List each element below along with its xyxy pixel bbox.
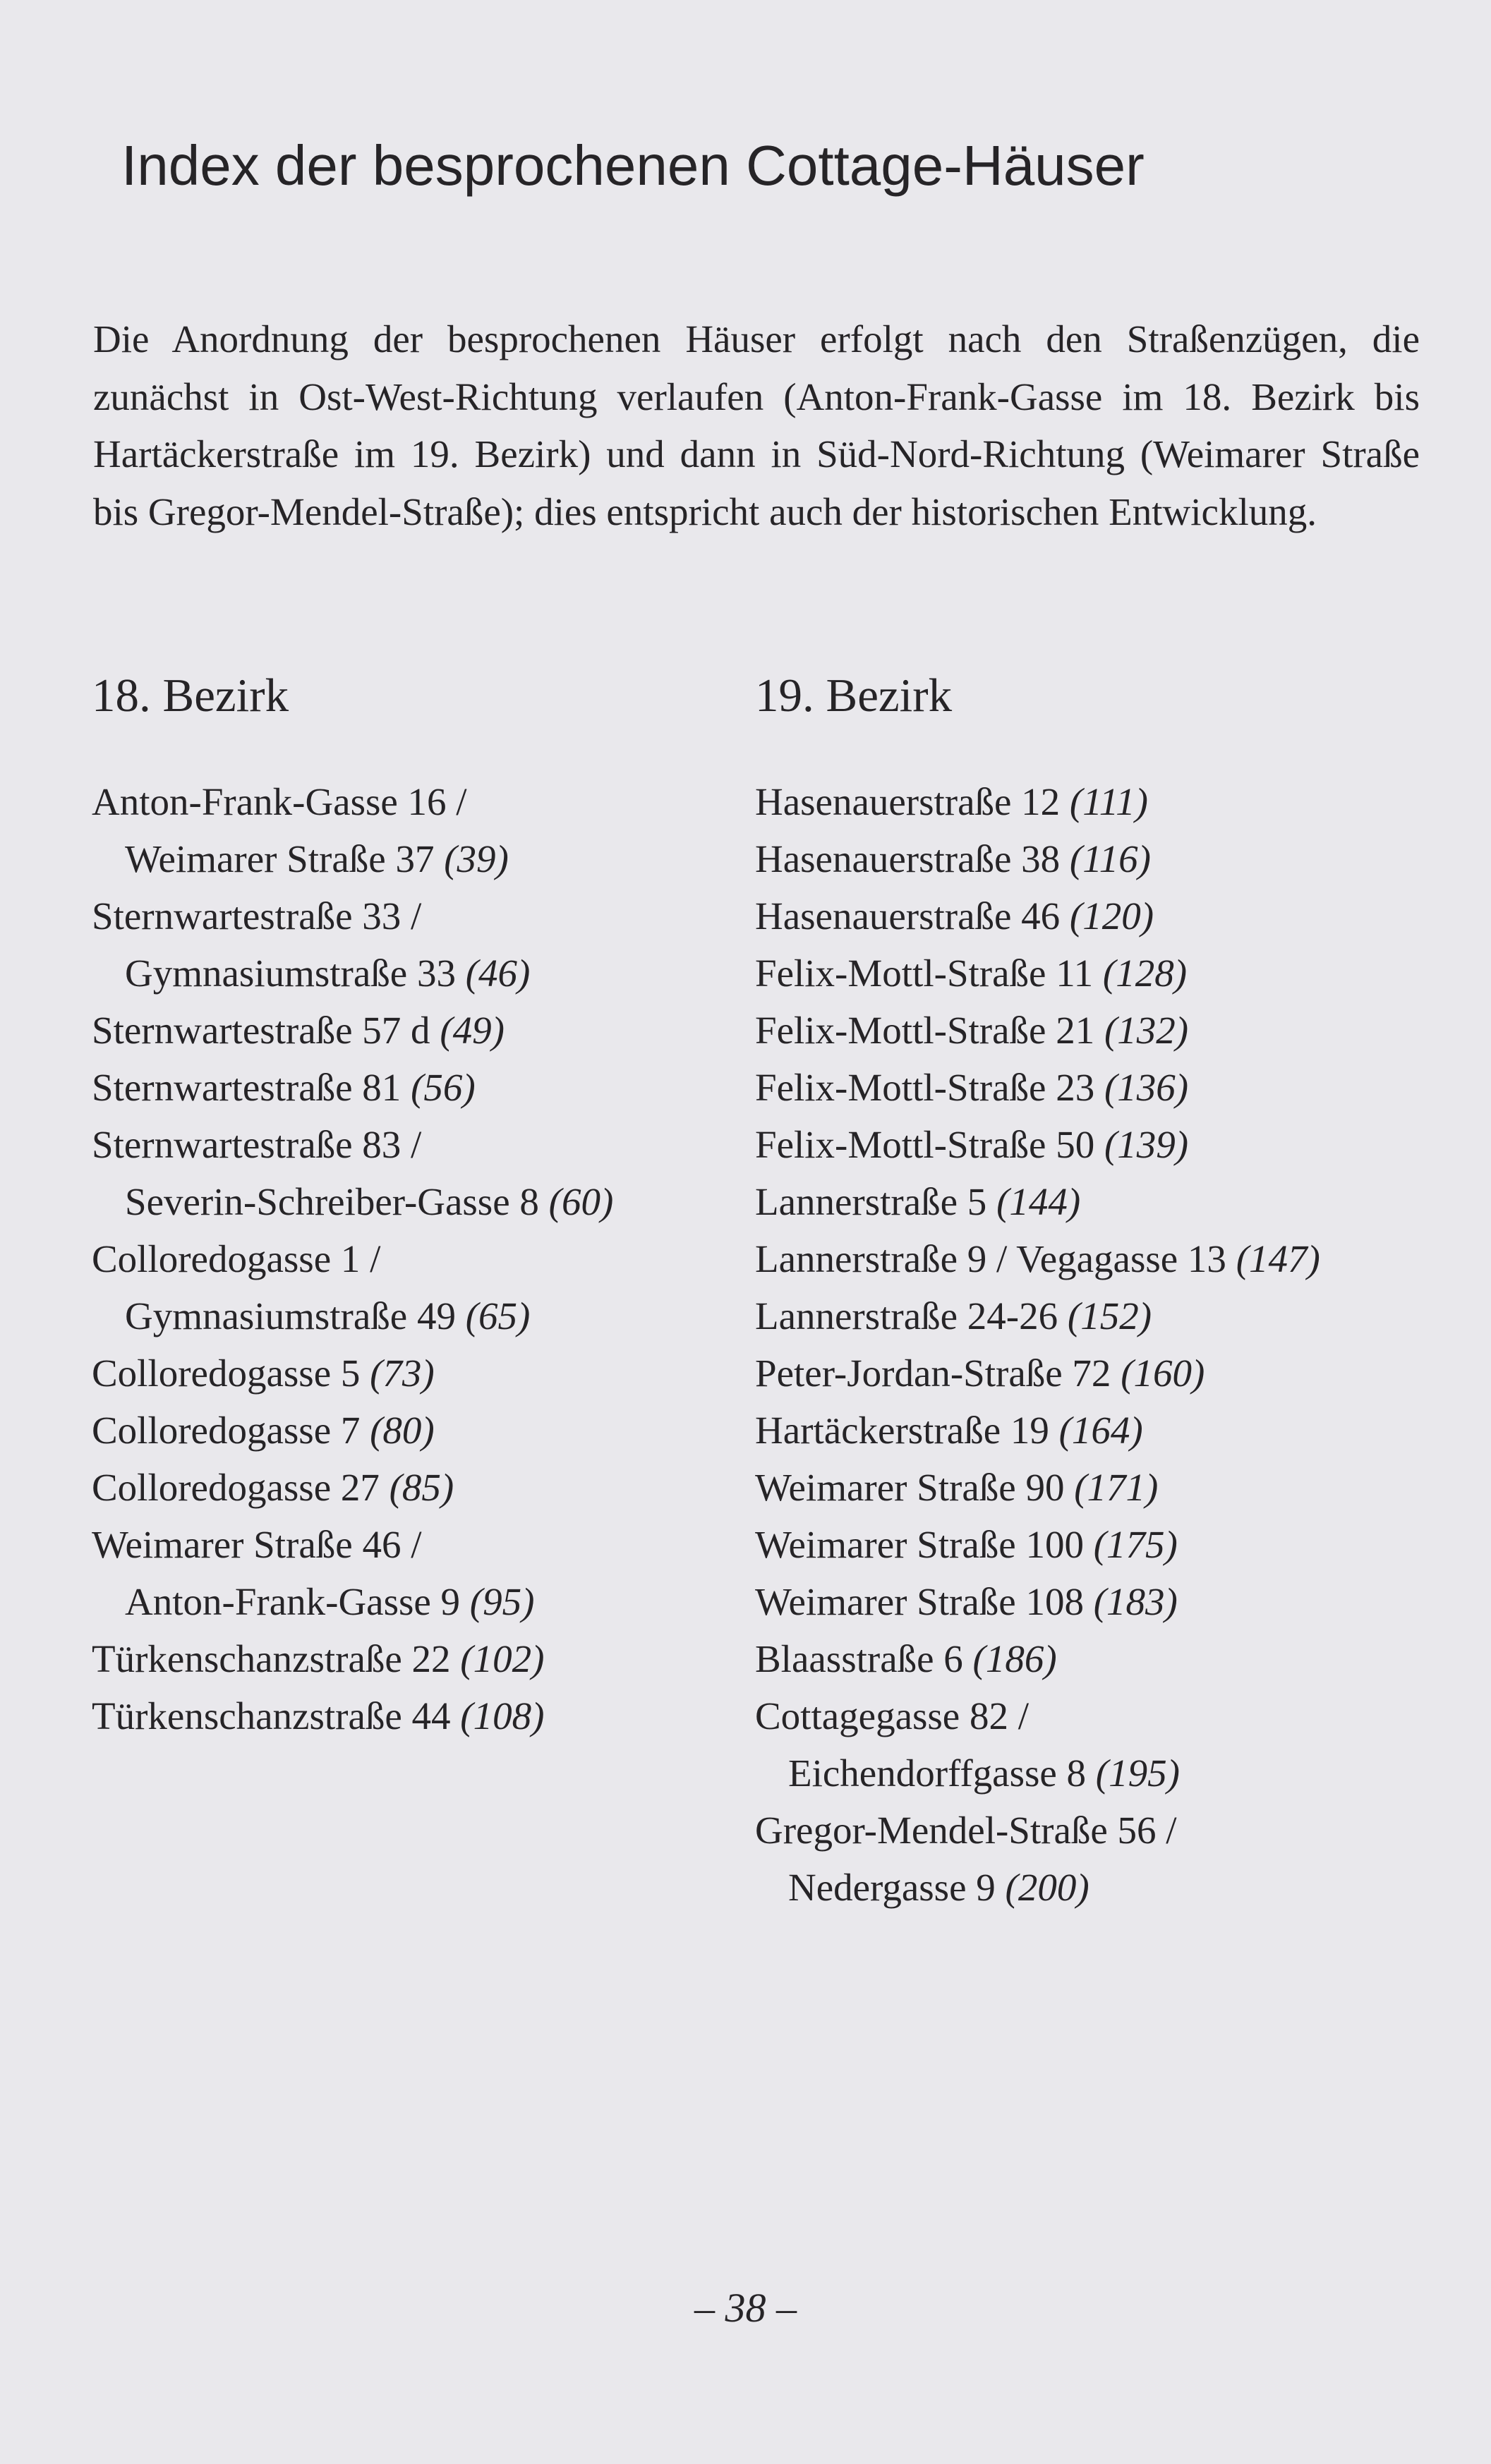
address-text: Felix-Mottl-Straße 11 [755, 952, 1094, 995]
column-heading: 18. Bezirk [92, 669, 289, 722]
entry-address-line [755, 1287, 1432, 1345]
page-title: Index der besprochenen Cottage-Häuser [121, 134, 1145, 197]
page-reference: (60) [548, 1180, 614, 1223]
column-heading: 19. Bezirk [755, 669, 953, 722]
index-entry [92, 1516, 727, 1630]
column-district-19 [755, 663, 1432, 1916]
index-entry [92, 773, 727, 887]
entry-address-line [92, 1402, 727, 1459]
address-list [755, 773, 1432, 1916]
entry-address-line [755, 887, 1432, 945]
address-text: Colloredogasse 27 [92, 1466, 380, 1509]
index-entry [92, 1230, 727, 1345]
entry-address-continuation [755, 1744, 1432, 1802]
entry-address-line [92, 1687, 727, 1744]
entry-address-line [755, 1059, 1432, 1116]
entry-address-continuation [92, 1173, 727, 1230]
address-text: Felix-Mottl-Straße 50 [755, 1123, 1095, 1166]
address-text: Felix-Mottl-Straße 23 [755, 1066, 1095, 1109]
address-text: Hasenauerstraße 38 [755, 837, 1061, 880]
entry-address-line [92, 773, 727, 830]
address-text: Türkenschanzstraße 44 [92, 1694, 451, 1737]
page-reference: (102) [460, 1637, 545, 1680]
address-text: Severin-Schreiber-Gasse 8 [125, 1180, 539, 1223]
entry-address-continuation [92, 830, 727, 887]
address-text: Colloredogasse 1 / [92, 1237, 381, 1280]
entry-address-line [92, 1002, 727, 1059]
page-reference: (39) [444, 837, 509, 880]
page-reference: (85) [389, 1466, 454, 1509]
address-text: Weimarer Straße 46 / [92, 1523, 422, 1566]
index-entry [755, 1287, 1432, 1345]
page-reference: (136) [1104, 1066, 1189, 1109]
address-text: Weimarer Straße 108 [755, 1580, 1084, 1623]
page-reference: (175) [1093, 1523, 1178, 1566]
address-text: Gymnasiumstraße 33 [125, 952, 456, 995]
index-entry [92, 1002, 727, 1059]
address-text: Sternwartestraße 83 / [92, 1123, 422, 1166]
entry-address-continuation [92, 1287, 727, 1345]
entry-address-line [92, 1516, 727, 1573]
address-text: Weimarer Straße 37 [125, 837, 435, 880]
index-entry [755, 1002, 1432, 1059]
entry-address-line [755, 1516, 1432, 1573]
entry-address-line [755, 1345, 1432, 1402]
index-entry [755, 1116, 1432, 1173]
page-reference: (65) [465, 1294, 531, 1337]
entry-address-line [92, 1116, 727, 1173]
address-text: Blaasstraße 6 [755, 1637, 963, 1680]
address-text: Türkenschanzstraße 22 [92, 1637, 451, 1680]
index-entry [755, 830, 1432, 887]
page-number: – 38 – [694, 2285, 797, 2331]
page-reference: (132) [1104, 1009, 1189, 1052]
page-reference: (139) [1104, 1123, 1189, 1166]
index-entry [755, 1630, 1432, 1687]
address-text: Weimarer Straße 90 [755, 1466, 1065, 1509]
page-reference: (160) [1121, 1352, 1205, 1395]
index-entry [755, 1459, 1432, 1516]
entry-address-line [92, 1230, 727, 1287]
address-text: Colloredogasse 5 [92, 1352, 361, 1395]
address-text: Gymnasiumstraße 49 [125, 1294, 456, 1337]
entry-address-continuation [92, 945, 727, 1002]
address-text: Weimarer Straße 100 [755, 1523, 1084, 1566]
index-entry [755, 1059, 1432, 1116]
entry-address-line [755, 1573, 1432, 1630]
index-entry [755, 1230, 1432, 1287]
address-text: Hartäckerstraße 19 [755, 1409, 1049, 1452]
entry-address-line [755, 1002, 1432, 1059]
index-entry [755, 1402, 1432, 1459]
address-text: Cottagegasse 82 / [755, 1694, 1029, 1737]
entry-address-line [755, 1230, 1432, 1287]
page-reference: (116) [1069, 837, 1151, 880]
entry-address-line [92, 1345, 727, 1402]
address-text: Lannerstraße 5 [755, 1180, 987, 1223]
page-reference: (164) [1058, 1409, 1143, 1452]
entry-address-line [755, 1687, 1432, 1744]
page-reference: (56) [411, 1066, 476, 1109]
page-reference: (46) [465, 952, 531, 995]
index-entry [755, 773, 1432, 830]
entry-address-line [755, 1459, 1432, 1516]
address-text: Hasenauerstraße 12 [755, 780, 1061, 823]
index-entry [92, 1402, 727, 1459]
page-reference: (128) [1102, 952, 1188, 995]
address-text: Nedergasse 9 [788, 1866, 996, 1909]
index-entry [755, 1573, 1432, 1630]
index-entry [92, 1630, 727, 1687]
index-entry [92, 1116, 727, 1230]
address-text: Sternwartestraße 81 [92, 1066, 402, 1109]
column-district-18 [92, 663, 727, 1744]
address-text: Hasenauerstraße 46 [755, 894, 1061, 937]
address-text: Peter-Jordan-Straße 72 [755, 1352, 1111, 1395]
index-entry [755, 1173, 1432, 1230]
page-reference: (171) [1074, 1466, 1159, 1509]
entry-address-line [755, 1802, 1432, 1859]
intro-paragraph: Die Anordnung der besprochenen Häuser erfolgt nach den Straßenzügen, die zunächst in Ost-West-Richtung verlaufen (Anton-Frank-Gasse im 18. Bezirk bis Hartäckerstraße im 19. Bezirk) und dann in Süd-Nord-Richtung (Weimarer Straße bis Gregor-Mendel-Straße); dies entspricht auch der historischen Entwicklung. [93, 317, 1420, 533]
address-text: Felix-Mottl-Straße 21 [755, 1009, 1095, 1052]
address-list [92, 773, 727, 1744]
page-reference: (108) [460, 1694, 545, 1737]
entry-address-line [755, 1402, 1432, 1459]
page-reference: (120) [1069, 894, 1154, 937]
address-text: Eichendorffgasse 8 [788, 1752, 1087, 1795]
page-reference: (73) [370, 1352, 435, 1395]
index-entry [755, 1687, 1432, 1802]
entry-address-line [755, 1630, 1432, 1687]
page-reference: (200) [1005, 1866, 1089, 1909]
index-entry [755, 945, 1432, 1002]
page-reference: (195) [1095, 1752, 1180, 1795]
entry-address-line [92, 1630, 727, 1687]
page-reference: (152) [1067, 1294, 1152, 1337]
entry-address-line [755, 945, 1432, 1002]
page-reference: (111) [1069, 780, 1148, 823]
address-text: Lannerstraße 9 / Vegagasse 13 [755, 1237, 1226, 1280]
page-reference: (144) [996, 1180, 1081, 1223]
index-entry [755, 1802, 1432, 1916]
index-entry [755, 887, 1432, 945]
address-text: Sternwartestraße 33 / [92, 894, 422, 937]
entry-address-line [755, 1173, 1432, 1230]
entry-address-line [755, 773, 1432, 830]
address-text: Lannerstraße 24-26 [755, 1294, 1058, 1337]
address-text: Colloredogasse 7 [92, 1409, 361, 1452]
index-entry [92, 1345, 727, 1402]
entry-address-line [92, 887, 727, 945]
address-text: Sternwartestraße 57 d [92, 1009, 430, 1052]
address-text: Anton-Frank-Gasse 16 / [92, 780, 467, 823]
page-reference: (49) [440, 1009, 505, 1052]
page-reference: (95) [469, 1580, 535, 1623]
page-reference: (147) [1236, 1237, 1320, 1280]
index-entry [92, 887, 727, 1002]
index-entry [92, 1687, 727, 1744]
index-entry [755, 1345, 1432, 1402]
index-entry [755, 1516, 1432, 1573]
entry-address-continuation [92, 1573, 727, 1630]
entry-address-continuation [755, 1859, 1432, 1916]
address-text: Anton-Frank-Gasse 9 [125, 1580, 461, 1623]
address-text: Gregor-Mendel-Straße 56 / [755, 1809, 1177, 1852]
page-reference: (186) [972, 1637, 1057, 1680]
entry-address-line [92, 1059, 727, 1116]
entry-address-line [755, 1116, 1432, 1173]
page-reference: (80) [370, 1409, 435, 1452]
entry-address-line [755, 830, 1432, 887]
page-reference: (183) [1093, 1580, 1178, 1623]
index-entry [92, 1459, 727, 1516]
index-entry [92, 1059, 727, 1116]
entry-address-line [92, 1459, 727, 1516]
